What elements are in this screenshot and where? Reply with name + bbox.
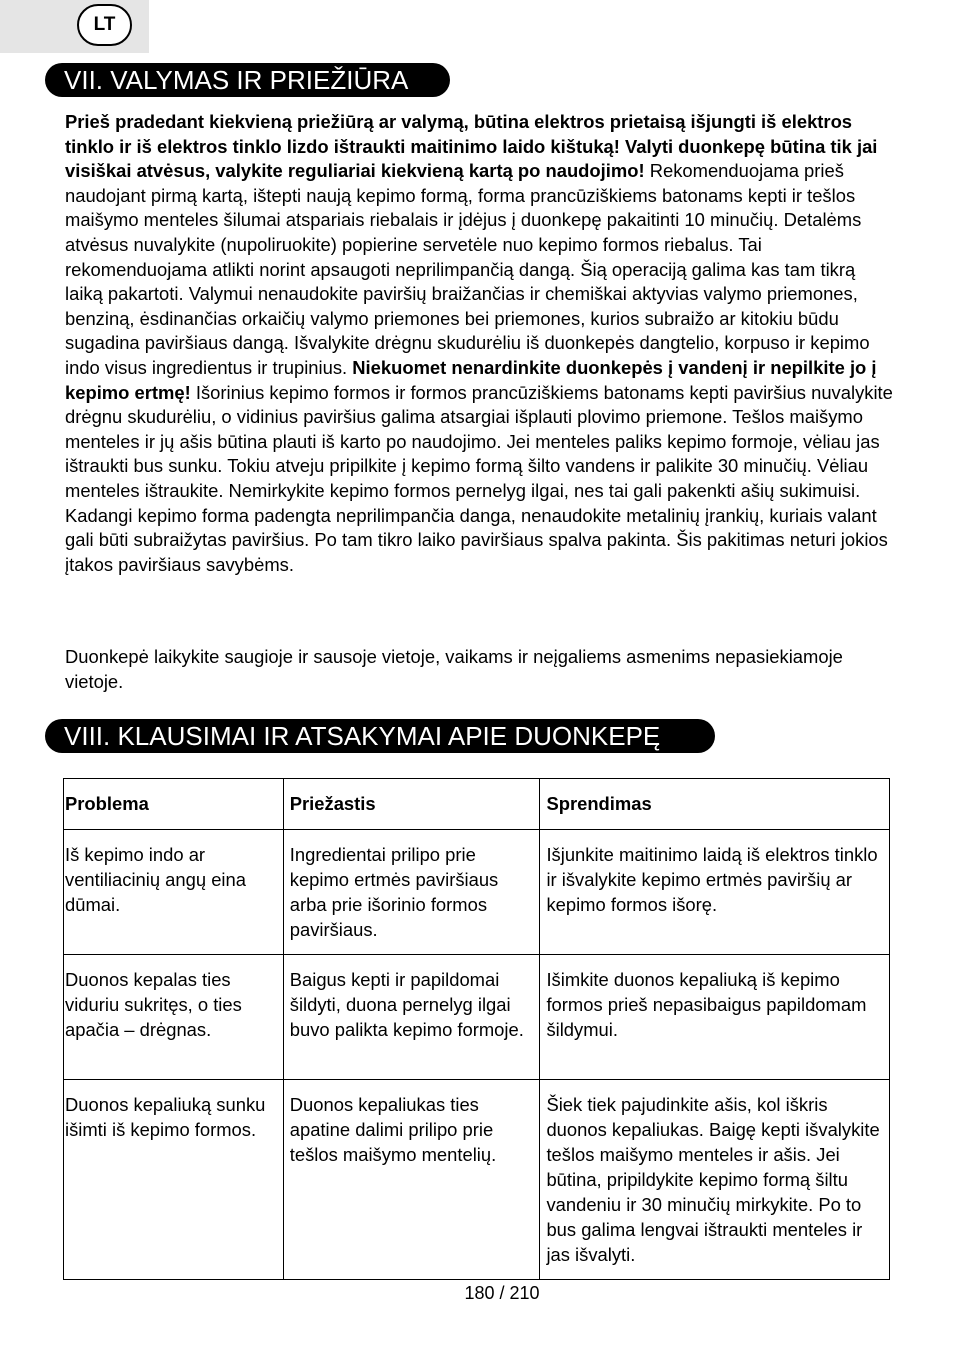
problem-cell: Iš kepimo indo ar ventiliacinių angų eina dūmai. bbox=[64, 830, 284, 955]
cause-cell: Ingredientai prilipo prie kepimo ertmės paviršiaus arba prie išorinio formos paviršiaus. bbox=[283, 830, 540, 955]
table-row bbox=[64, 1080, 890, 1280]
page-separator: / bbox=[494, 1283, 510, 1303]
language-tab-background bbox=[0, 0, 149, 53]
page-number bbox=[0, 1283, 954, 1304]
language-badge: LT bbox=[77, 4, 132, 46]
header-cause: Priežastis bbox=[283, 779, 540, 830]
header-solution: Sprendimas bbox=[540, 779, 890, 830]
cause-cell: Baigus kepti ir papildomai šildyti, duona pernelyg ilgai buvo palikta kepimo formoje. bbox=[283, 955, 540, 1080]
section-8-title: VIII. KLAUSIMAI IR ATSAKYMAI APIE DUONKEPĘ bbox=[45, 719, 715, 753]
table-row bbox=[64, 830, 890, 955]
cleaning-text-part-1: Rekomenduojama prieš naudojant pirmą kartą, ištepti naują kepimo formą, forma prancūziškiems batonams kepti ir tešlos maišymo menteles šilumai atspariais riebalais ir įdėjus į duonkepę pakaitinti 10 minučių. Detalėms atvėsus nuvalykite (nupoliruokite) popierine servetėle nuo kepimo formos riebalus. Tai rekomenduojama atlikti norint apsaugoti neprilimpančią dangą. Šią operaciją galima kas tam tikrą laiką pakartoti. Valymui nenaudokite paviršių braižančias ir chemiškai aktyvias valymo priemones, benziną, ėsdinančias orkaičių valymo priemones bei priemones, kurios subraižo ar kitokiu būdu sugadina paviršiaus dangą. Išvalykite drėgnu skudurėliu iš duonkepės dangtelio, korpuso ir kepimo indo visus ingredientus ir trupinius. bbox=[65, 160, 870, 378]
table-row bbox=[64, 955, 890, 1080]
total-pages: 210 bbox=[509, 1283, 540, 1303]
safety-intro-bold: Prieš pradedant kiekvieną priežiūrą ar valymą, būtina elektros prietaisą išjungti iš elektros tinklo ir iš elektros tinklo lizdo ištraukti maitinimo laido kištuką! Valyti duonkepę būtina tik jai visiškai atvėsus, valykite reguliariai kiekvieną kartą po naudojimo! bbox=[65, 111, 878, 182]
cleaning-instructions-paragraph bbox=[65, 110, 895, 577]
solution-cell: Šiek tiek pajudinkite ašis, kol iškris duonos kepaliukas. Baigę kepti išvalykite tešlos maišymo menteles ir ašis. Jei būtina, pripildykite kepimo formą šiltu vandeniu ir 30 minučių mirkykite. Po to bus galima lengvai ištraukti menteles ir jas išvalyti. bbox=[540, 1080, 890, 1280]
solution-cell: Išimkite duonos kepaliuką iš kepimo formos prieš nepasibaigus papildomam šildymui. bbox=[540, 955, 890, 1080]
table-header-row bbox=[64, 779, 890, 830]
water-warning-bold: Niekuomet nenardinkite duonkepės į vandenį ir nepilkite jo į kepimo ertmę! bbox=[65, 356, 877, 403]
solution-cell: Išjunkite maitinimo laidą iš elektros tinklo ir išvalykite kepimo ertmės paviršių ar kepimo formos išorę. bbox=[540, 830, 890, 955]
problem-cell: Duonos kepaliuką sunku išimti iš kepimo formos. bbox=[64, 1080, 284, 1280]
cause-cell: Duonos kepaliukas ties apatine dalimi prilipo prie tešlos maišymo mentelių. bbox=[283, 1080, 540, 1280]
cleaning-text-part-2: Išorinius kepimo formos ir formos prancūziškiems batonams kepti paviršius nuvalykite drėgnu skudurėliu, o vidinius paviršius galima atsargiai išplauti plovimo priemone. Tešlos maišymo menteles ir jų ašis būtina plauti iš karto po naudojimo. Jei menteles paliks kepimo formoje, vėliau jas ištraukti bus sunku. Tokiu atveju pripilkite į kepimo formą šilto vandens ir palikite 30 minučių. Vėliau menteles ištraukite. Nemirkykite kepimo formos pernelyg ilgai, nes tai gali pakenkti ašių sukimuisi. Kadangi kepimo forma padengta neprilimpančia danga, nenaudokite metalinių įrankių, kuriais valant gali būti subraižytas paviršius. Po tam tikro laiko paviršiaus spalva pakinta. Šis pakitimas neturi jokios įtakos paviršiaus savybėms. bbox=[65, 381, 893, 575]
header-problem: Problema bbox=[64, 779, 284, 830]
troubleshooting-table bbox=[63, 778, 890, 1280]
current-page: 180 bbox=[464, 1283, 495, 1303]
storage-paragraph: Duonkepė laikykite saugioje ir sausoje vietoje, vaikams ir neįgaliems asmenims nepasiekiamoje vietoje. bbox=[65, 646, 843, 692]
section-7-title: VII. VALYMAS IR PRIEŽIŪRA bbox=[45, 63, 450, 97]
problem-cell: Duonos kepalas ties viduriu sukritęs, o ties apačia – drėgnas. bbox=[64, 955, 284, 1080]
